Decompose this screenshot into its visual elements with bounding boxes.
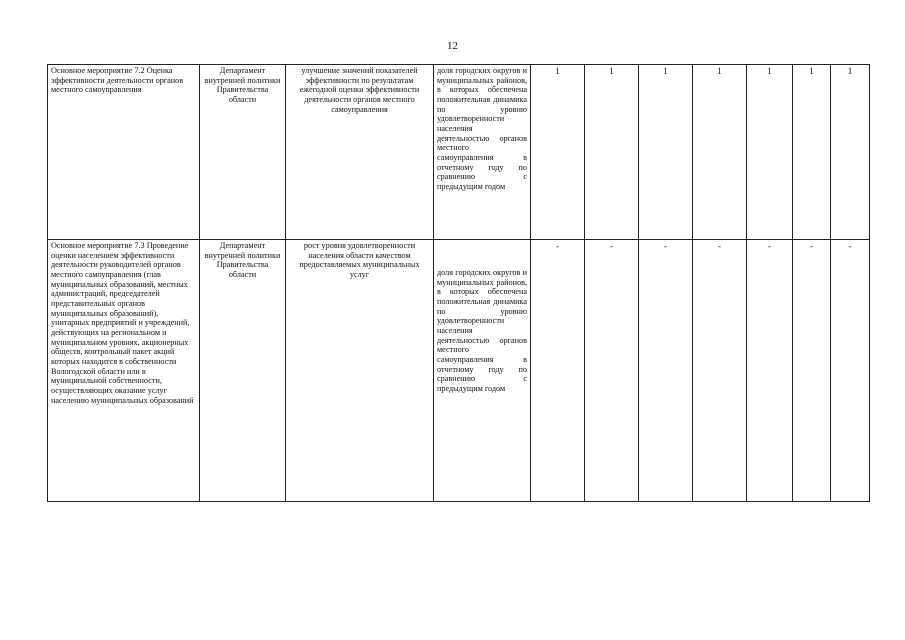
value-cell: 1 (747, 65, 793, 240)
value-cell: - (585, 240, 639, 502)
value-cell: - (831, 240, 870, 502)
value-cell: 1 (831, 65, 870, 240)
indicator-cell: доля городских округов и муниципальных районов, в которых обеспечена положительная динамика по уровню удовлетворенности населения деятельностью органов местного самоуправления в отчетному году по сравнению с предыдущим годом (434, 240, 531, 502)
value-cell: - (747, 240, 793, 502)
table-row (48, 240, 870, 502)
value-cell: 1 (531, 65, 585, 240)
program-events-table (47, 64, 870, 502)
result-cell: улучшение значений показателей эффективности по результатам ежегодной оценки эффективности деятельности органов местного самоуправления (286, 65, 434, 240)
value-cell: 1 (693, 65, 747, 240)
value-cell: 1 (585, 65, 639, 240)
table-row (48, 65, 870, 240)
event-cell: Основное мероприятие 7.2 Оценка эффективности деятельности органов местного самоуправления (48, 65, 200, 240)
value-cell: - (693, 240, 747, 502)
value-cell: - (531, 240, 585, 502)
executor-cell: Департамент внутренней политики Правительства области (200, 65, 286, 240)
value-cell: 1 (639, 65, 693, 240)
executor-cell: Департамент внутренней политики Правительства области (200, 240, 286, 502)
value-cell: - (639, 240, 693, 502)
indicator-cell: доля городских округов и муниципальных районов, в которых обеспечена положительная динамика по уровню удовлетворенности населения деятельностью органов местного самоуправления в отчетному году по сравнению с предыдущим годом (434, 65, 531, 240)
result-cell: рост уровня удовлетворенности населения области качеством предоставляемых муниципальных услуг (286, 240, 434, 502)
page-number: 12 (447, 40, 458, 52)
value-cell: - (793, 240, 831, 502)
event-cell: Основное мероприятие 7.3 Проведение оценки населением эффективности деятельности руководителей органов местного самоуправления (глав муниципальных образований, местных администраций, председателей представительных органов муниципальных образований), унитарных предприятий и учреждений, действующих на региональном и муниципальном уровнях, акционерных обществ, контрольный пакет акций которых находится в собственности Вологодской области или в муниципальной собственности, осуществляющих оказание услуг населению муниципальных образований (48, 240, 200, 502)
value-cell: 1 (793, 65, 831, 240)
